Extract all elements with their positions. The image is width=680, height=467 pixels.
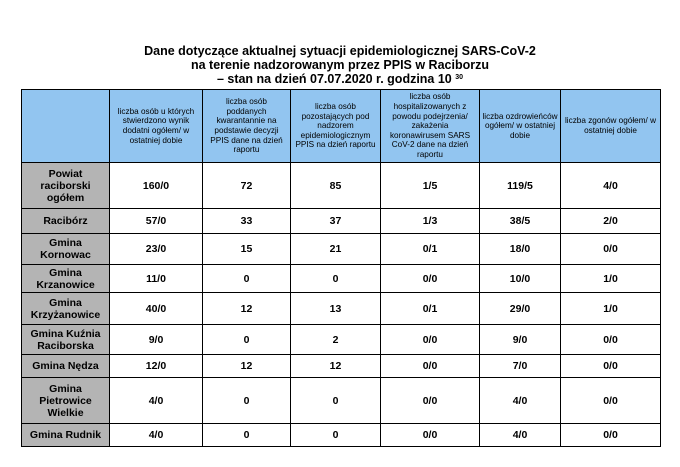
cell-surveillance: 0 [291,378,381,424]
table-row [22,209,661,234]
cell-surveillance: 2 [291,325,381,355]
header-recovered: liczba ozdrowieńców ogółem/ w ostatniej dobie [480,90,561,163]
cell-deaths: 0/0 [561,355,661,378]
cell-quarantine: 0 [203,424,291,447]
cell-hospitalized: 0/0 [381,355,480,378]
cell-positive: 4/0 [110,424,203,447]
cell-recovered: 38/5 [480,209,561,234]
cell-hospitalized: 1/3 [381,209,480,234]
cell-surveillance: 21 [291,234,381,265]
cell-hospitalized: 0/1 [381,293,480,325]
cell-surveillance: 37 [291,209,381,234]
cell-positive: 12/0 [110,355,203,378]
cell-quarantine: 0 [203,265,291,293]
cell-surveillance: 13 [291,293,381,325]
cell-recovered: 119/5 [480,163,561,209]
cell-surveillance: 0 [291,424,381,447]
cell-hospitalized: 0/1 [381,234,480,265]
header-hospitalized: liczba osób hospitalizowanych z powodu podejrzenia/ zakażenia koronawirusem SARS CoV-2 dane na dzień raportu [381,90,480,163]
table-row [22,234,661,265]
cell-recovered: 10/0 [480,265,561,293]
cell-positive: 57/0 [110,209,203,234]
title-line-2: na terenie nadzorowanym przez PPIS w Raciborzu [191,58,489,72]
table-row [22,325,661,355]
row-label: Gmina Rudnik [22,424,110,447]
cell-recovered: 18/0 [480,234,561,265]
header-surveillance: liczba osób pozostających pod nadzorem epidemiologicznym PPIS na dzień raportu [291,90,381,163]
cell-recovered: 4/0 [480,424,561,447]
cell-quarantine: 33 [203,209,291,234]
cell-quarantine: 0 [203,325,291,355]
title-line-3-text: – stan na dzień 07.07.2020 r. godzina 10 [216,72,452,86]
cell-recovered: 9/0 [480,325,561,355]
table-row [22,424,661,447]
cell-deaths: 0/0 [561,424,661,447]
cell-deaths: 0/0 [561,378,661,424]
cell-quarantine: 0 [203,378,291,424]
cell-recovered: 4/0 [480,378,561,424]
cell-hospitalized: 0/0 [381,378,480,424]
cell-hospitalized: 0/0 [381,265,480,293]
header-positive: liczba osób u których stwierdzono wynik dodatni ogółem/ w ostatniej dobie [110,90,203,163]
cell-recovered: 7/0 [480,355,561,378]
table-row [22,265,661,293]
cell-deaths: 0/0 [561,234,661,265]
table-row [22,163,661,209]
table-row [22,378,661,424]
row-label: Powiat raciborski ogółem [22,163,110,209]
cell-quarantine: 12 [203,293,291,325]
cell-positive: 4/0 [110,378,203,424]
cell-positive: 11/0 [110,265,203,293]
cell-surveillance: 0 [291,265,381,293]
row-label: Gmina Pietrowice Wielkie [22,378,110,424]
row-label: Racibórz [22,209,110,234]
cell-hospitalized: 0/0 [381,424,480,447]
cell-deaths: 1/0 [561,265,661,293]
cell-quarantine: 15 [203,234,291,265]
cell-deaths: 4/0 [561,163,661,209]
row-label: Gmina Krzyżanowice [22,293,110,325]
cell-deaths: 0/0 [561,325,661,355]
header-row [22,90,661,163]
title-line-3 [0,72,680,86]
report-title [0,44,680,86]
cell-quarantine: 12 [203,355,291,378]
epidemiology-table [21,89,661,447]
header-deaths: liczba zgonów ogółem/ w ostatniej dobie [561,90,661,163]
row-label: Gmina Kornowac [22,234,110,265]
row-label: Gmina Krzanowice [22,265,110,293]
row-label: Gmina Nędza [22,355,110,378]
cell-deaths: 1/0 [561,293,661,325]
table-row [22,293,661,325]
cell-positive: 9/0 [110,325,203,355]
cell-positive: 160/0 [110,163,203,209]
header-corner [22,90,110,163]
cell-hospitalized: 1/5 [381,163,480,209]
cell-quarantine: 72 [203,163,291,209]
header-quarantine: liczba osób poddanych kwarantannie na podstawie decyzji PPIS dane na dzień raportu [203,90,291,163]
cell-recovered: 29/0 [480,293,561,325]
cell-hospitalized: 0/0 [381,325,480,355]
cell-surveillance: 12 [291,355,381,378]
table-row [22,355,661,378]
cell-positive: 23/0 [110,234,203,265]
title-line-1: Dane dotyczące aktualnej sytuacji epidemiologicznej SARS-CoV-2 [144,44,536,58]
title-hour-minutes: 30 [455,74,464,81]
cell-deaths: 2/0 [561,209,661,234]
cell-positive: 40/0 [110,293,203,325]
row-label: Gmina Kuźnia Raciborska [22,325,110,355]
cell-surveillance: 85 [291,163,381,209]
